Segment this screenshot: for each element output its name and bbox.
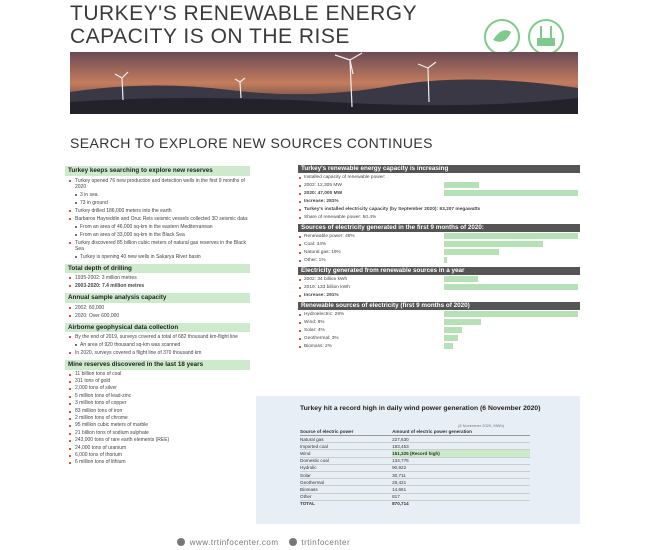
chart-bar: [444, 241, 543, 247]
list-item: An area of 920 thousand sq-km was scanned: [69, 342, 250, 348]
chart-bar: [444, 257, 447, 263]
list-item: 2002: 60,000: [69, 305, 250, 311]
list-item: By the end of 2019, surveys covered a total of 682 thousand km-flight line: [69, 334, 250, 340]
section-heading: Turkey keeps searching to explore new reserves: [65, 166, 250, 176]
chart-bar: [444, 190, 578, 196]
source-cell: Domestic coal: [300, 457, 392, 464]
list-item: Coal: 34%: [298, 242, 444, 247]
list-item: Share of renewable power: 50.4%: [298, 215, 578, 220]
list-item: 2020: 47,000 MW: [298, 191, 444, 196]
section-heading: Mine reserves discovered in the last 18 years: [65, 360, 250, 370]
list-item: Biomass: 2%: [298, 344, 444, 349]
chart-bar: [444, 182, 479, 188]
list-item: 5 million tons of lead-zinc: [69, 394, 250, 399]
list-item: 3 in sea: [69, 192, 250, 198]
web-icon: [177, 538, 185, 546]
table-row: [300, 500, 530, 507]
list-item: 6 million tons of lithium: [69, 460, 250, 465]
list-item: 24,000 tons of uranium: [69, 446, 250, 451]
page-subtitle: SEARCH TO EXPLORE NEW SOURCES CONTINUES: [70, 135, 433, 151]
section-heading: Annual sample analysis capacity: [65, 293, 250, 303]
chart-bar: [444, 233, 578, 239]
list-item: Solar: 4%: [298, 328, 444, 333]
list-item: Natural gas: 19%: [298, 250, 444, 255]
source-cell: Natural gas: [300, 436, 392, 443]
source-cell: Wind: [300, 450, 392, 457]
list-item: Renewable power: 46%: [298, 234, 444, 239]
footer: [175, 538, 350, 547]
column-header: Source of electric power: [300, 428, 392, 436]
list-item: 2 million tons of chrome: [69, 416, 250, 421]
table-row: [300, 486, 530, 493]
table-row: [300, 457, 530, 464]
list-item: 83 million tons of iron: [69, 409, 250, 414]
list-item: 243,000 tons of rare earth elements (REE): [69, 438, 250, 443]
section-heading: Turkey's renewable energy capacity is increasing: [298, 165, 580, 173]
chart-bar: [444, 284, 578, 290]
list-item: Turkey's installed electricity capacity (by September 2020): 93,207 megawatts: [298, 207, 578, 212]
amount-cell: 227,630: [392, 436, 530, 443]
list-item: 2,000 tons of silver: [69, 386, 250, 391]
chart-bar: [444, 249, 499, 255]
left-column: [65, 162, 250, 468]
list-item: Increase: 291%: [298, 293, 444, 298]
source-cell: TOTAL: [300, 501, 315, 507]
list-item: Hydroelectric: 29%: [298, 312, 444, 317]
reserve-search-list: [65, 176, 250, 260]
source-cell: Imported coal: [300, 443, 392, 450]
amount-cell: 193,453: [392, 443, 530, 450]
wind-table: [300, 428, 530, 507]
unit-note: (6 November 2020, MWh): [458, 423, 505, 428]
list-item: 21 billion tons of sodium sulphate: [69, 431, 250, 436]
amount-cell: 817: [392, 493, 530, 500]
list-item: 2020: Over 600,000: [69, 313, 250, 319]
section-heading: Renewable sources of electricity (first 9 months of 2020): [298, 302, 580, 310]
chart-bar: [444, 335, 458, 341]
list-item: 11 billion tons of coal: [69, 372, 250, 377]
list-item: Installed capacity of renewable power:: [298, 175, 444, 180]
table-row: [300, 479, 530, 486]
energy-plant-icon: [527, 18, 565, 56]
amount-cell: 30,711: [392, 471, 530, 478]
column-header: Amount of electric power generation: [392, 428, 530, 436]
list-item: Turkey drilled 186,000 meters into the earth: [69, 208, 250, 214]
source-cell: Solar: [300, 471, 392, 478]
list-item: 1935-2002: 3 million metres: [69, 275, 250, 281]
list-item: From an area of 33,000 sq-km in the Black Sea: [69, 232, 250, 238]
list-item: 2003-2020: 7.4 million metres: [69, 283, 250, 289]
amount-cell: 14,661: [392, 486, 530, 493]
wind-turbine-banner: [70, 52, 578, 114]
amount-cell: 26,421: [392, 479, 530, 486]
amount-cell: 134,775: [392, 457, 530, 464]
source-cell: Geothermal: [300, 479, 392, 486]
table-row: [300, 443, 530, 450]
section-heading: Electricity generated from renewable sources in a year: [298, 267, 580, 275]
panel-title: Turkey hit a record high in daily wind power generation (6 November 2020): [300, 405, 541, 412]
table-row: [300, 471, 530, 478]
footer-handle[interactable]: trtinfocenter: [301, 538, 351, 547]
section-heading: Sources of electricity generated in the first 9 months of 2020:: [298, 224, 580, 232]
list-item: Turkey is opening 40 new wells in Sakarya River basin: [69, 254, 250, 260]
list-item: Wind: 8%: [298, 320, 444, 325]
list-item: 2019: 133 billion kWh: [298, 285, 444, 290]
amount-cell: 870,714: [392, 501, 409, 507]
amount-cell: 90,922: [392, 464, 530, 471]
list-item: Turkey opened 76 new production and detection wells in the first 9 months of 2020: [69, 178, 250, 190]
twitter-icon[interactable]: [289, 538, 297, 546]
table-row: [300, 436, 530, 443]
source-cell: Biomass: [300, 486, 392, 493]
list-item: Turkey discovered 85 billion cubic meters of natural gas reserves in the Black Sea: [69, 240, 250, 252]
chart-bar: [444, 276, 478, 282]
table-row: [300, 464, 530, 471]
list-item: Barbaros Hayreddin and Oruc Reis seismic vessels collected 3D seismic data:: [69, 216, 250, 222]
chart-bar: [444, 319, 481, 325]
page-title: TURKEY'S RENEWABLE ENERGY CAPACITY IS ON THE RISE: [70, 2, 417, 48]
list-item: Geothermal: 3%: [298, 336, 444, 341]
footer-site-link[interactable]: www.trtinfocenter.com: [189, 538, 279, 547]
list-item: In 2020, surveys covered a flight line of 370 thousand km: [69, 350, 250, 356]
list-item: 3 million tons of copper: [69, 401, 250, 406]
section-heading: Airborne geophysical data collection: [65, 323, 250, 333]
list-item: From an area of 46,000 sq-km in the eastern Mediterranean: [69, 224, 250, 230]
list-item: 2002: 34 billion kWh: [298, 277, 444, 282]
chart-bar: [444, 311, 578, 317]
list-item: Increase: 281%: [298, 199, 444, 204]
list-item: 2002: 12,305 MW: [298, 183, 444, 188]
source-cell: Hydrolic: [300, 464, 392, 471]
list-item: 6,000 tons of thorium: [69, 453, 250, 458]
mine-reserves-list: [65, 370, 250, 466]
section-heading: Total depth of drilling: [65, 264, 250, 274]
renewable-leaf-icon: [483, 18, 521, 56]
amount-cell: 151,325 (Record high): [392, 450, 530, 457]
wind-record-panel: [256, 396, 580, 524]
list-item: 95 million cubic meters of marble: [69, 423, 250, 428]
list-item: Other: 1%: [298, 258, 444, 263]
table-row: [300, 493, 530, 500]
chart-bar: [444, 343, 453, 349]
chart-bar: [444, 327, 462, 333]
source-cell: Other: [300, 493, 392, 500]
list-item: 73 in ground: [69, 200, 250, 206]
table-row: [300, 450, 530, 457]
list-item: 311 tons of gold: [69, 379, 250, 384]
right-column: [298, 162, 580, 350]
